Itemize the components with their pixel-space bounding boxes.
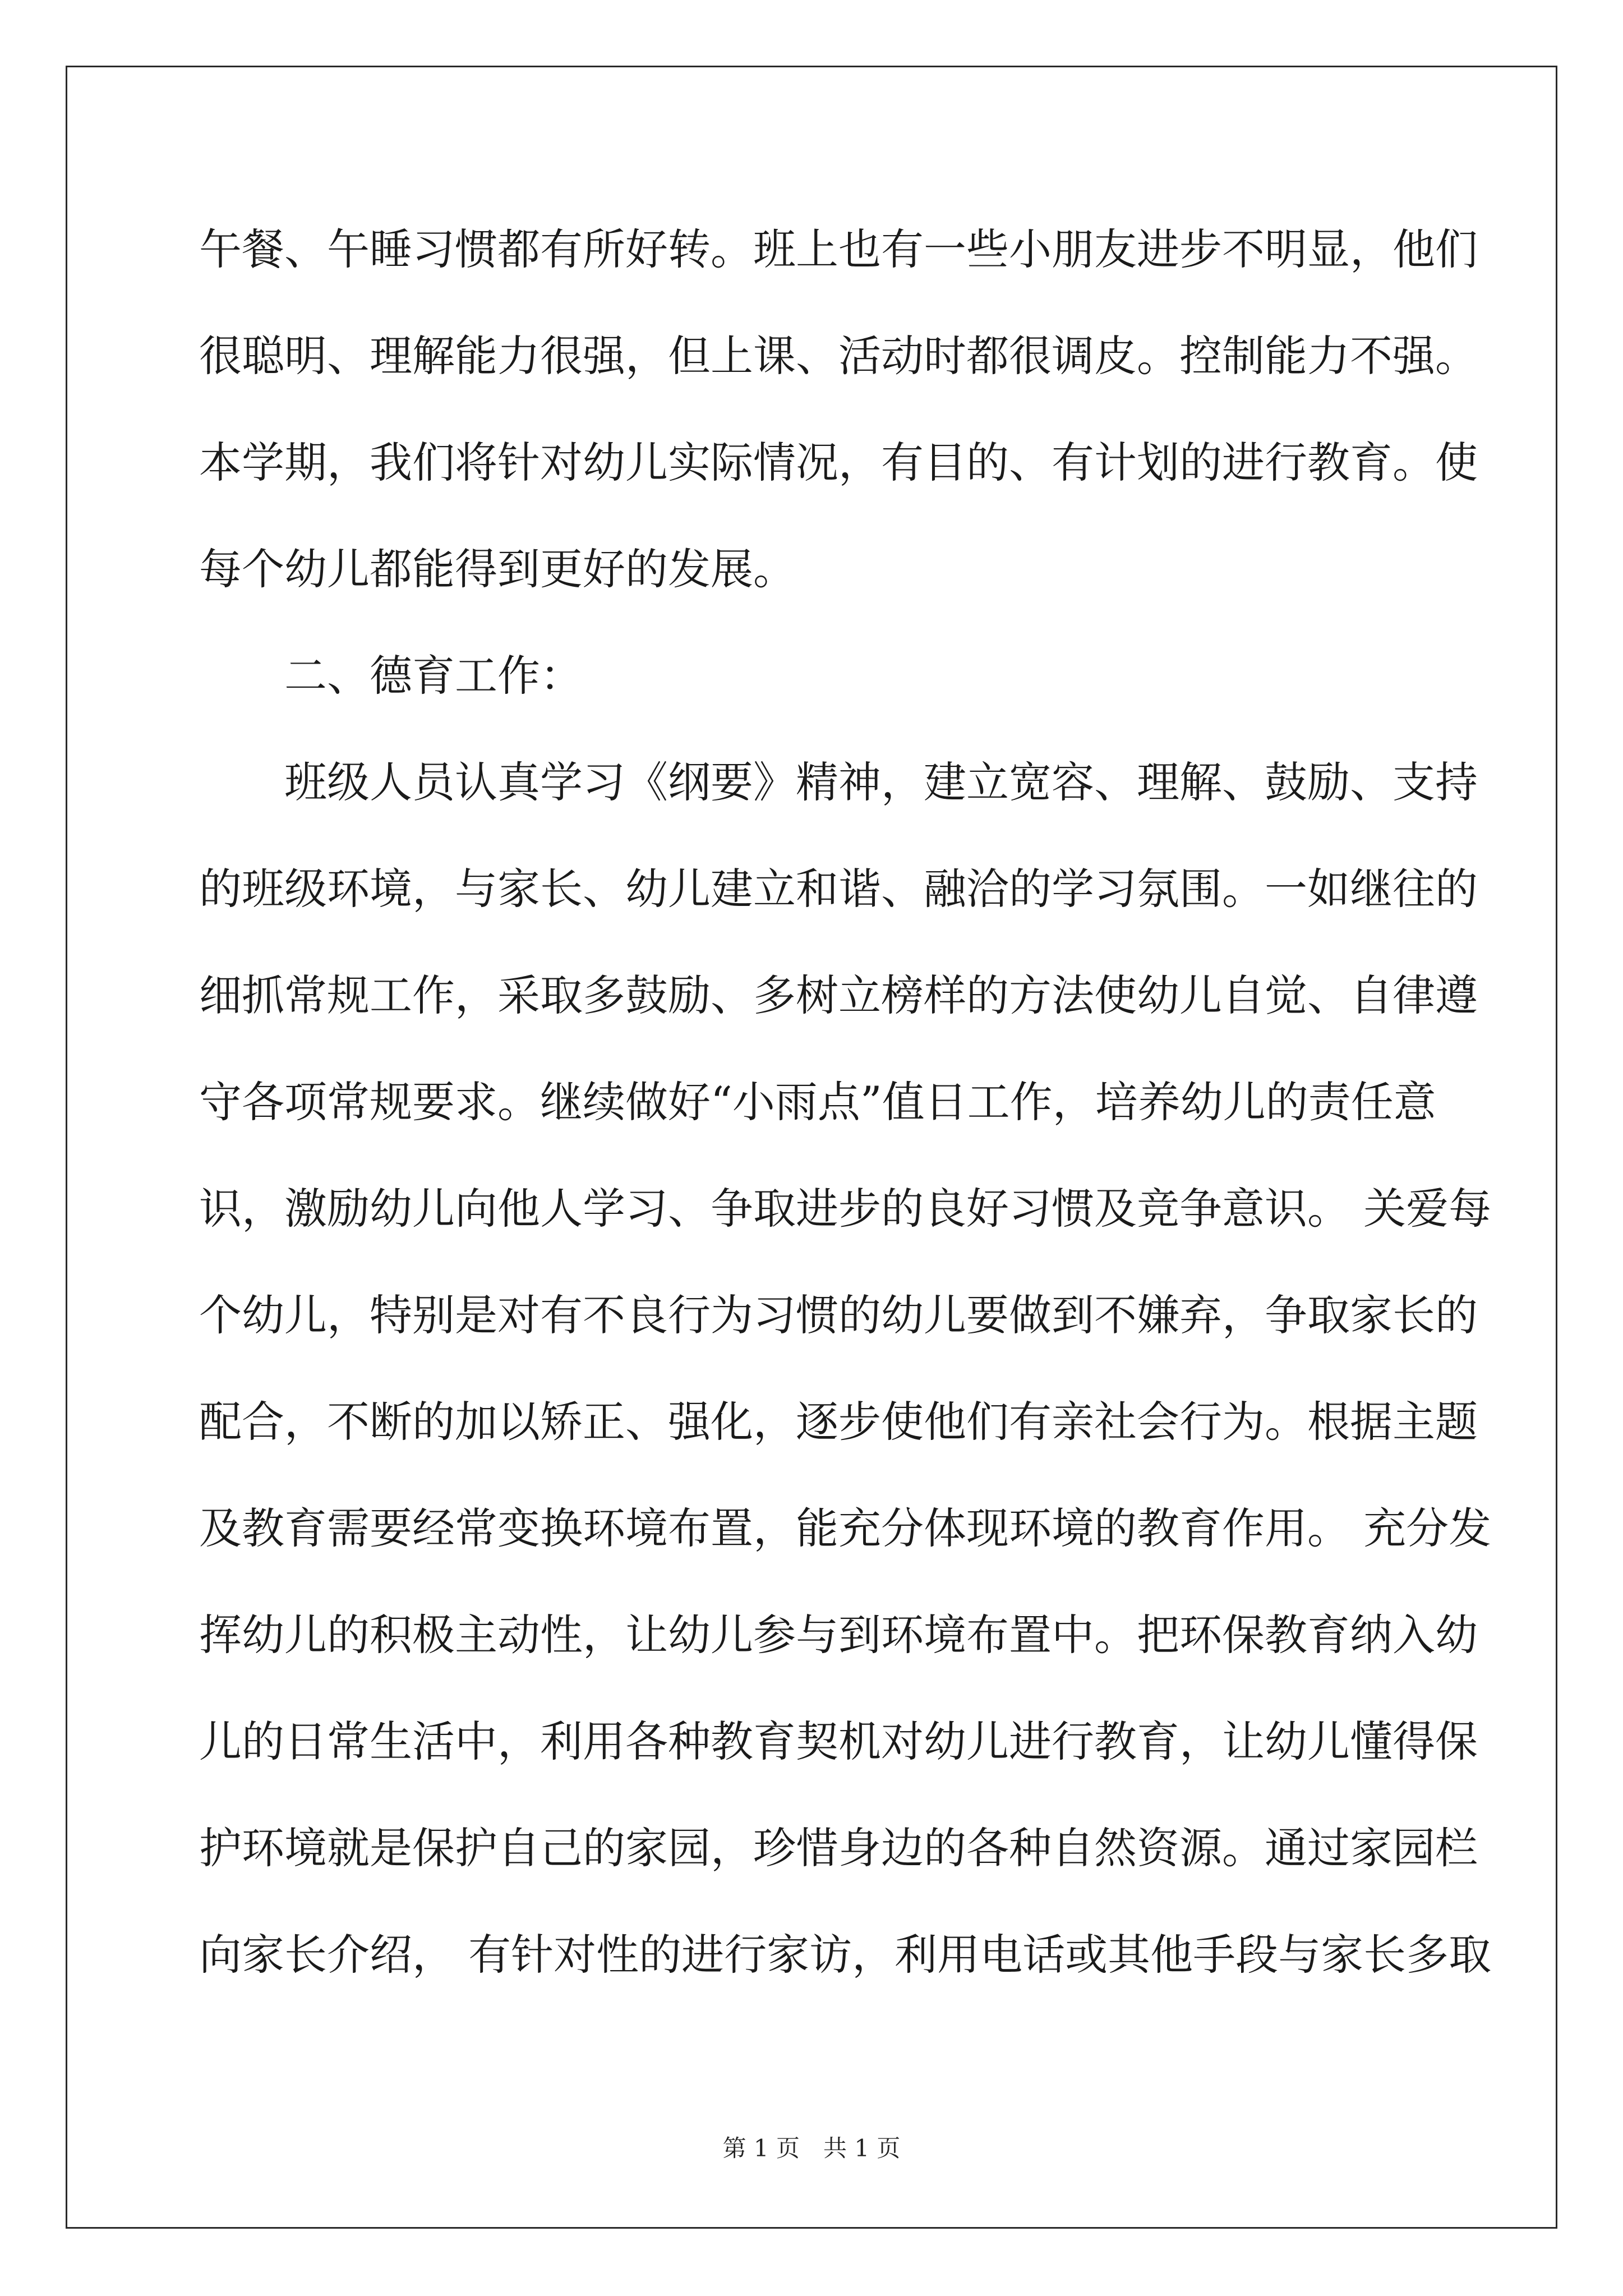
text-line: 每个幼儿都能得到更好的发展。 xyxy=(199,544,796,594)
text-line: 班级人员认真学习《纲要》精神，建立宽容、理解、鼓励、支持 xyxy=(284,757,1478,807)
text-line: 及教育需要经常变换环境布置，能充分体现环境的教育作用。 充分发 xyxy=(199,1503,1492,1553)
page-number-footer: 第 1 页 共 1 页 xyxy=(722,2134,901,2162)
text-line: 配合，不断的加以矫正、强化，逐步使他们有亲社会行为。根据主题 xyxy=(199,1397,1478,1447)
text-line: 的班级环境，与家长、幼儿建立和谐、融洽的学习氛围。一如继往的 xyxy=(199,864,1478,914)
text-line: 识，激励幼儿向他人学习、争取进步的良好习惯及竞争意识。 关爱每 xyxy=(199,1184,1492,1234)
text-line: 护环境就是保护自己的家园，珍惜身边的各种自然资源。通过家园栏 xyxy=(199,1823,1478,1873)
document-body xyxy=(199,213,1492,2025)
text-line: 儿的日常生活中，利用各种教育契机对幼儿进行教育，让幼儿懂得保 xyxy=(199,1717,1478,1766)
text-line: 细抓常规工作，采取多鼓励、多树立榜样的方法使幼儿自觉、自律遵 xyxy=(199,970,1478,1020)
section-heading: 二、德育工作： xyxy=(284,651,583,701)
text-line: 向家长介绍， 有针对性的进行家访，利用电话或其他手段与家长多取 xyxy=(199,1930,1492,1980)
text-line: 很聪明、理解能力很强，但上课、活动时都很调皮。控制能力不强。 xyxy=(199,331,1478,381)
text-line: 个幼儿，特别是对有不良行为习惯的幼儿要做到不嫌弃，争取家长的 xyxy=(199,1290,1478,1340)
text-line: 午餐、午睡习惯都有所好转。班上也有一些小朋友进步不明显，他们 xyxy=(199,224,1478,274)
text-line: 本学期，我们将针对幼儿实际情况，有目的、有计划的进行教育。使 xyxy=(199,438,1478,487)
text-line: 挥幼儿的积极主动性，让幼儿参与到环境布置中。把环保教育纳入幼 xyxy=(199,1610,1478,1660)
text-line: 守各项常规要求。继续做好“小雨点”值日工作，培养幼儿的责任意 xyxy=(199,1077,1436,1127)
